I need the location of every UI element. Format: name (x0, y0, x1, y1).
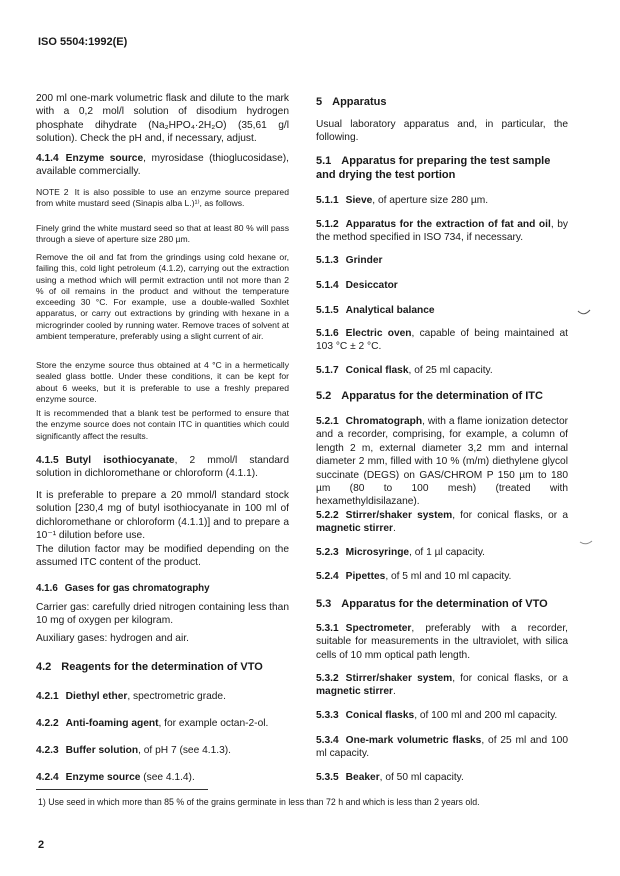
clause-text: (see 4.1.4). (140, 772, 195, 783)
clause-title-2: magnetic stirrer (316, 523, 394, 535)
clause-text: , of 100 ml and 200 ml capacity. (414, 710, 558, 721)
clause-5-2-2 (316, 509, 568, 536)
clause-title: Pipettes (345, 571, 386, 582)
clause-5-3-2 (316, 672, 568, 699)
margin-mark-icon (577, 309, 591, 317)
section-4-2 (36, 660, 289, 674)
clause-5-1-7 (316, 364, 568, 377)
clause-number: 5.1.2 (316, 219, 339, 230)
paragraph-prepare-stock: It is preferable to prepare a 20 mmol/l standard stock solution [230,4 mg of butyl isothiocyanate in 100 ml of dichloromethane or chloroform (4.1.1)] and to prepare a 10⁻¹ dilution before use. (36, 490, 289, 542)
section-5 (316, 95, 568, 109)
clause-number: 5.1.1 (316, 195, 339, 206)
paragraph-carrier-gas: Carrier gas: carefully dried nitrogen containing less than 10 mg of oxygen per kilogram. (36, 602, 289, 627)
note-2 (36, 187, 289, 210)
paragraph-auxiliary-gases: Auxiliary gases: hydrogen and air. (36, 633, 189, 644)
section-5-2 (316, 389, 568, 403)
clause-4-1-6 (36, 582, 289, 595)
clause-title: Electric oven (345, 328, 412, 339)
clause-number: 5.3.1 (316, 623, 339, 634)
clause-5-2-4 (316, 570, 568, 583)
clause-number: 5.1.3 (316, 255, 339, 266)
clause-title: Anti-foaming agent (65, 718, 159, 729)
clause-title: Butyl isothiocyanate (65, 455, 175, 466)
clause-title-2: magnetic stirrer (316, 686, 394, 698)
clause-text: , spectrometric grade. (127, 691, 226, 702)
clause-4-2-2 (36, 717, 289, 730)
clause-title: Buffer solution (65, 745, 139, 756)
clause-title: Chromatograph (345, 416, 423, 427)
clause-number: 5.1.5 (316, 305, 339, 316)
clause-text: , of 25 ml capacity. (408, 365, 493, 376)
section-title: Apparatus for preparing the test sample and drying the test portion (316, 155, 551, 181)
clause-text: , myrosidase (thioglucosidase), available commercially. (36, 153, 289, 178)
section-5-3 (316, 597, 568, 611)
clause-title: Enzyme source (65, 153, 144, 164)
clause-5-1-5 (316, 304, 568, 317)
paragraph-usual-apparatus: Usual laboratory apparatus and, in particular, the following. (316, 119, 568, 144)
clause-title: Beaker (345, 772, 380, 783)
clause-title: Desiccator (345, 280, 398, 291)
clause-number: 5.2.2 (316, 510, 339, 521)
paragraph-remove: Remove the oil and fat from the grindings using cold hexane or, failing this, cold light petroleum (4.1.2), carrying out the extraction using a method which will permit extraction until not more than 2 % of oil remains in the product and without the temperature exceeding 30 °C. For example, use a double-walled Soxhlet apparatus, or carry out extractions by grinding with hexane in a microgrinder cooled by running water. Remove traces of solvent at ambient temperature, preferably using a slight current of air. (36, 252, 289, 342)
section-number: 5 (316, 96, 323, 108)
clause-5-1-1 (316, 194, 568, 207)
clause-number: 5.3.2 (316, 673, 339, 684)
clause-number: 5.2.3 (316, 547, 339, 558)
clause-text-2: . (393, 686, 396, 698)
paragraph-dilution: The dilution factor may be modified depending on the assumed ITC content of the product. (36, 544, 289, 569)
clause-number: 5.3.5 (316, 772, 339, 783)
section-number: 5.3 (316, 598, 332, 610)
clause-text: , of 5 ml and 10 ml capacity. (385, 571, 512, 582)
clause-5-1-4 (316, 279, 568, 292)
footnote: 1) Use seed in which more than 85 % of the grains germinate in less than 72 h and which is less than 2 years old. (38, 797, 480, 807)
section-title: Apparatus for the determination of VTO (341, 598, 548, 610)
clause-text: , for conical flasks, or a (452, 510, 568, 521)
section-number: 5.1 (316, 155, 332, 167)
clause-5-1-3 (316, 254, 568, 267)
clause-number: 4.2.2 (36, 718, 59, 729)
section-title: Apparatus (332, 96, 387, 108)
clause-text: , of aperture size 280 µm. (372, 195, 489, 206)
section-number: 5.2 (316, 390, 332, 402)
page-number: 2 (38, 839, 45, 851)
clause-4-1-4 (36, 152, 289, 179)
clause-text: , for conical flasks, or a (452, 673, 568, 684)
note-text: It is also possible to use an enzyme source prepared from white mustard seed (Sinapis alba L.)¹⁾, as follows. (36, 187, 289, 209)
section-number: 4.2 (36, 661, 52, 673)
clause-number: 4.1.5 (36, 455, 59, 466)
clause-5-3-5 (316, 771, 568, 784)
clause-number: 5.3.4 (316, 735, 339, 746)
clause-5-3-4 (316, 734, 568, 761)
clause-4-2-1 (36, 690, 289, 703)
clause-title: One-mark volumetric flasks (345, 735, 482, 746)
clause-text-2: . (393, 523, 396, 535)
clause-number: 5.3.3 (316, 710, 339, 721)
clause-4-1-5 (36, 454, 289, 481)
paragraph-store: Store the enzyme source thus obtained at 4 °C in a hermetically sealed glass bottle. Under these conditions, it can be kept for about 6 weeks, but it is preferable to use a freshly prepared enzyme source. (36, 360, 289, 404)
clause-text: , of 25 ml and 100 ml capacity. (316, 735, 568, 760)
clause-number: 5.1.6 (316, 328, 339, 339)
clause-title: Sieve (345, 195, 373, 206)
clause-title: Microsyringe (345, 547, 410, 558)
clause-title: Enzyme source (65, 772, 141, 783)
clause-5-3-1 (316, 622, 568, 662)
clause-4-2-4 (36, 771, 289, 784)
clause-title: Apparatus for the extraction of fat and oil (345, 219, 551, 230)
clause-title: Stirrer/shaker system (345, 510, 453, 521)
clause-title: Analytical balance (345, 305, 435, 316)
clause-title: Gases for gas chromatography (64, 583, 210, 594)
clause-title: Grinder (345, 255, 383, 266)
clause-title: Spectrometer (345, 623, 412, 634)
section-title: Reagents for the determination of VTO (61, 661, 263, 673)
clause-text: , for example octan-2-ol. (158, 718, 269, 729)
clause-text: , of 1 µl capacity. (409, 547, 485, 558)
paragraph-grind: Finely grind the white mustard seed so that at least 80 % will pass through a sieve of aperture size 280 µm. (36, 223, 289, 245)
clause-number: 5.1.7 (316, 365, 339, 376)
paragraph-blank: It is recommended that a blank test be performed to ensure that the enzyme source does not contain ITC in quantities which could significantly affect the results. (36, 408, 289, 441)
clause-5-1-2 (316, 218, 568, 245)
clause-number: 4.1.6 (36, 583, 58, 594)
clause-title: Conical flask (345, 365, 409, 376)
note-label: NOTE 2 (36, 187, 69, 197)
margin-mark-icon (579, 539, 593, 547)
clause-text: , capable of being maintained at 103 °C ± 2 °C. (316, 328, 568, 353)
clause-text: , preferably with a recorder, suitable for measurements in the ultraviolet, with silica cells of 10 mm optical path length. (316, 623, 568, 661)
clause-number: 4.1.4 (36, 153, 59, 164)
paragraph-continuation: 200 ml one-mark volumetric flask and dilute to the mark with a 0,2 mol/l solution of disodium hydrogen phosphate dihydrate (Na₂HPO₄·2H₂O) (35,61 g/l solution). Check the pH and, if necessary, adjust. (36, 93, 289, 145)
clause-title: Stirrer/shaker system (345, 673, 453, 684)
section-5-1 (316, 154, 568, 182)
clause-text: , by the method specified in ISO 734, if necessary. (316, 219, 568, 244)
clause-title: Diethyl ether (65, 691, 128, 702)
clause-number: 5.2.4 (316, 571, 339, 582)
clause-4-2-3 (36, 744, 289, 757)
clause-number: 4.2.3 (36, 745, 59, 756)
clause-text: , of 50 ml capacity. (379, 772, 464, 783)
clause-number: 5.2.1 (316, 416, 339, 427)
document-header: ISO 5504:1992(E) (38, 36, 128, 48)
clause-5-2-1 (316, 415, 568, 509)
clause-5-3-3 (316, 709, 568, 722)
clause-text: , with a flame ionization detector and a recorder, comprising, for example, a column of length 2 m, external diameter 3,2 mm and internal diameter 2 mm, filled with 10 % (m/m) diethylene glycol succinate (DEGS) on GAS/CHROM P 150 µm to 180 µm (80 to 100 mesh) (treated with hexamethyldisilazane). (316, 416, 568, 508)
clause-text: , 2 mmol/l standard solution in dichloromethane or chloroform (4.1.1). (36, 455, 289, 480)
footnote-divider (36, 789, 208, 790)
clause-title: Conical flasks (345, 710, 415, 721)
section-title: Apparatus for the determination of ITC (341, 390, 543, 402)
clause-text: , of pH 7 (see 4.1.3). (138, 745, 231, 756)
clause-number: 5.1.4 (316, 280, 339, 291)
clause-5-2-3 (316, 546, 568, 559)
clause-5-1-6 (316, 327, 568, 354)
clause-number: 4.2.4 (36, 772, 59, 783)
clause-number: 4.2.1 (36, 691, 59, 702)
